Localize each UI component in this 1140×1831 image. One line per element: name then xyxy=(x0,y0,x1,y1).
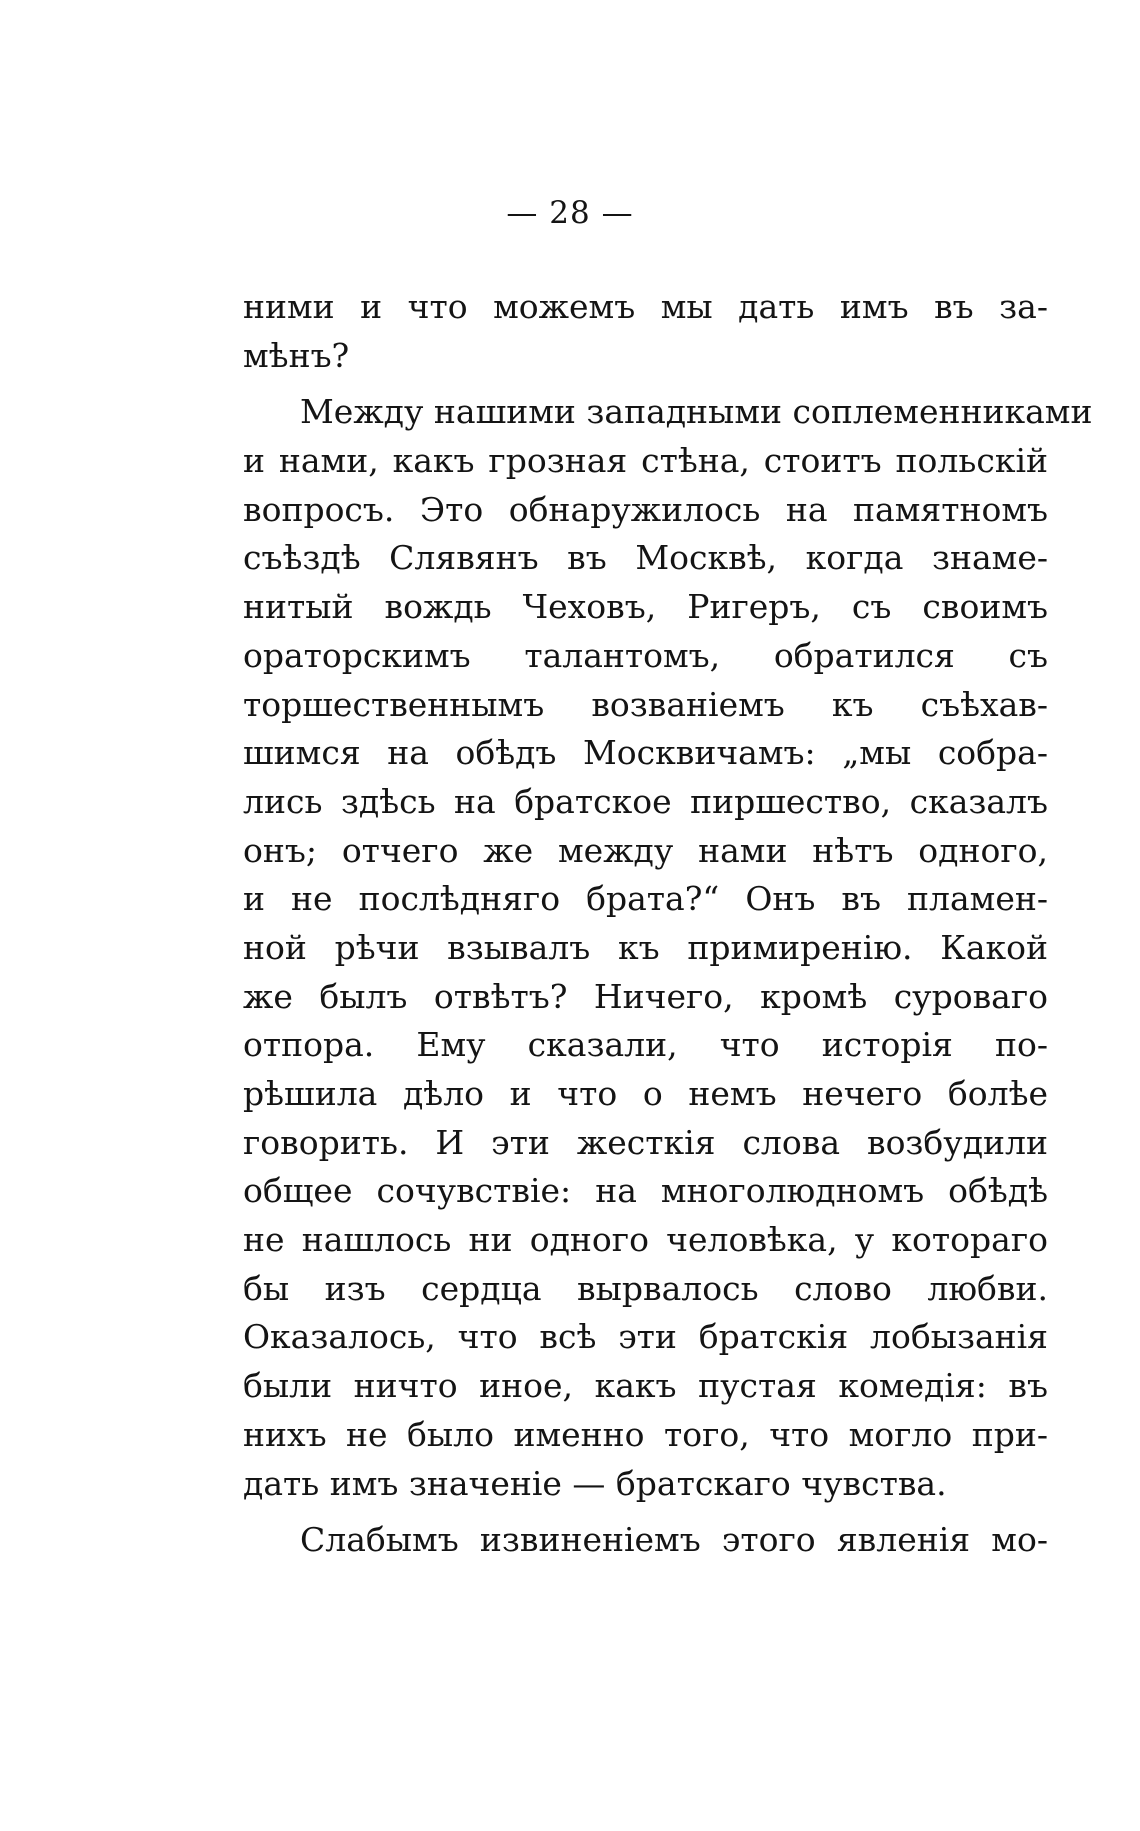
paragraph xyxy=(243,388,1093,1508)
paragraph-gap xyxy=(243,1508,1048,1516)
paragraph-gap xyxy=(243,380,1048,388)
text-line: Оказалось, что всѣ эти братскія лобызанія xyxy=(243,1317,1048,1357)
page-number: — 28 — xyxy=(506,195,634,231)
text-line: съѣздѣ Слявянъ въ Москвѣ, когда знаме- xyxy=(243,538,1048,578)
paragraph xyxy=(243,1516,1048,1565)
text-line: онъ; отчего же между нами нѣтъ одного, xyxy=(243,830,1048,870)
text-line: были ничто иное, какъ пустая комедія: въ xyxy=(243,1366,1048,1406)
text-line: лись здѣсь на братское пиршество, сказалъ xyxy=(243,781,1048,821)
text-line: мѣнъ? xyxy=(243,335,350,375)
text-line: торшественнымъ возваніемъ къ съѣхав- xyxy=(243,684,1048,724)
text-line: вопросъ. Это обнаружилось на памятномъ xyxy=(243,489,1048,529)
text-line: шимся на обѣдъ Москвичамъ: „мы собра- xyxy=(243,733,1048,773)
text-line: нихъ не было именно того, что могло при- xyxy=(243,1414,1048,1454)
text-line: отпора. Ему сказали, что исторія по- xyxy=(243,1025,1048,1065)
text-line: Между нашими западными соплеменниками xyxy=(300,392,1093,432)
text-line: Слабымъ извиненіемъ этого явленія мо- xyxy=(300,1520,1048,1560)
text-line: нитый вождь Чеховъ, Ригеръ, съ своимъ xyxy=(243,587,1048,627)
text-line: и нами, какъ грозная стѣна, стоитъ польскій xyxy=(243,441,1048,481)
text-line: говорить. И эти жесткія слова возбудили xyxy=(243,1122,1048,1162)
paragraph xyxy=(243,283,1048,380)
text-line: и не послѣдняго брата?“ Онъ въ пламен- xyxy=(243,879,1048,919)
text-line: ними и что можемъ мы дать имъ въ за- xyxy=(243,287,1048,326)
text-line: дать имъ значеніе — братскаго чувства. xyxy=(243,1463,947,1503)
text-line: ораторскимъ талантомъ, обратился съ xyxy=(243,635,1048,675)
text-line: бы изъ сердца вырвалось слово любви. xyxy=(243,1268,1048,1308)
body-text xyxy=(243,283,1093,1565)
text-line: рѣшила дѣло и что о немъ нечего болѣе xyxy=(243,1074,1048,1113)
text-line: общее сочувствіе: на многолюдномъ обѣдѣ xyxy=(243,1171,1048,1211)
text-line: же былъ отвѣтъ? Ничего, кромѣ суроваго xyxy=(243,976,1048,1016)
text-line: ной рѣчи взывалъ къ примиренію. Какой xyxy=(243,927,1048,967)
text-line: не нашлось ни одного человѣка, у котораго xyxy=(243,1220,1048,1260)
